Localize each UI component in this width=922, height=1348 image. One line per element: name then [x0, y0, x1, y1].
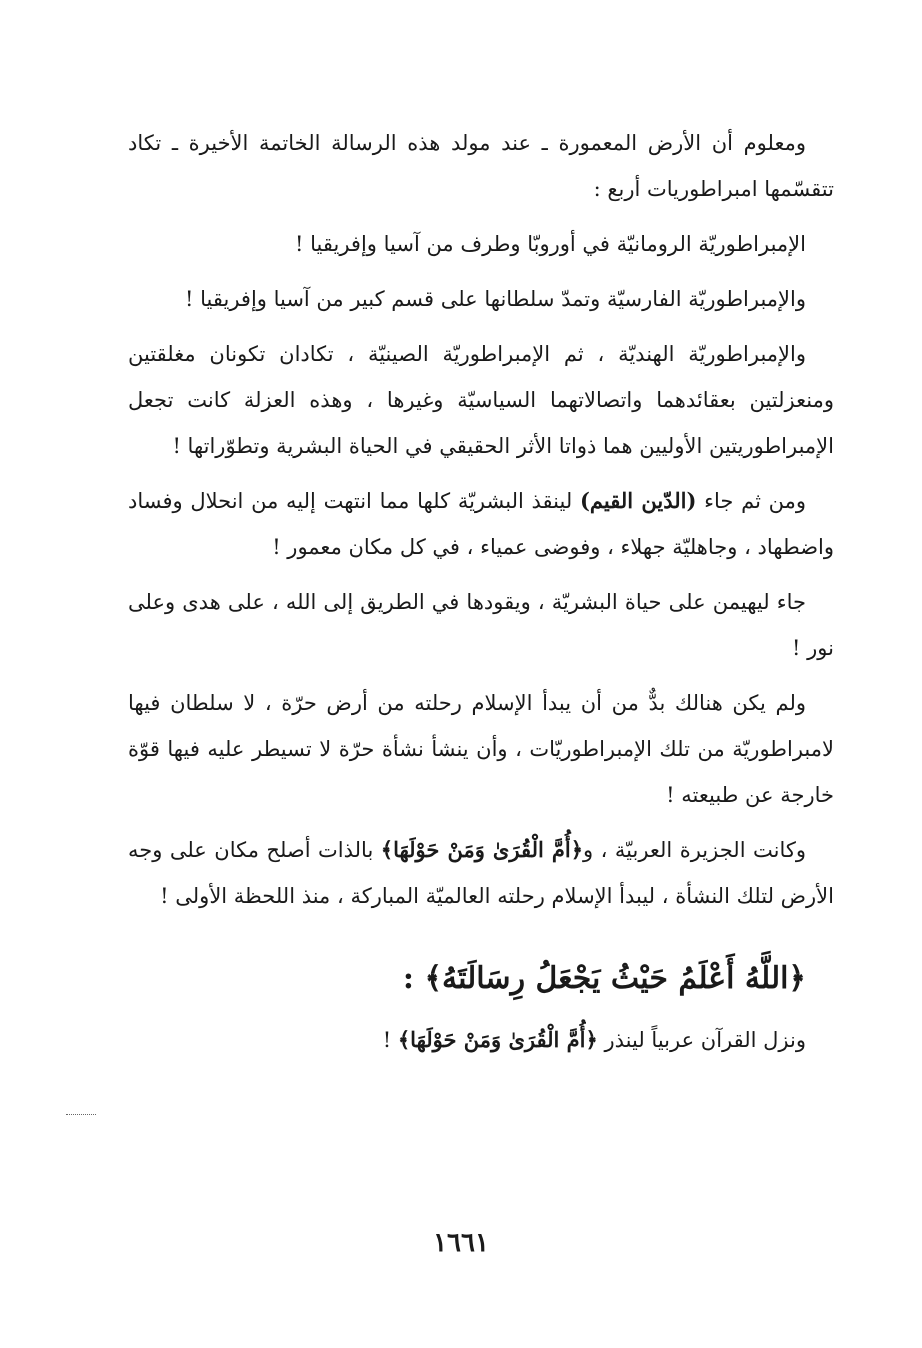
- paragraph-6: جاء ليهيمن على حياة البشريّة ، ويقودها في الطريق إلى الله ، على هدى وعلى نور !: [128, 590, 834, 660]
- verse-colon: :: [402, 961, 425, 996]
- paragraph-5-after: لينقذ البشريّة كلها مما انتهت إليه من انحلال وفساد واضطهاد ، وجاهليّة جهلاء ، وفوضى عمياء ، في كل مكان معمور !: [128, 489, 834, 559]
- paragraph-8-after: بالذات أصلح مكان على وجه الأرض لتلك النشأة ، ليبدأ الإسلام رحلته العالميّة المباركة ، منذ اللحظة الأولى !: [128, 838, 834, 908]
- closing-line-before: ونزل القرآن عربياً لينذر: [597, 1028, 806, 1052]
- paragraph-4: والإمبراطوريّة الهنديّة ، ثم الإمبراطوريّة الصينيّة ، تكادان تكونان مغلقتين ومنعزلتين بعقائدهما واتصالاتهما السياسيّة وغيرها ، وهذه العزلة كانت تجعل الإمبراطوريتين الأوليين هما ذواتا الأثر الحقيقي في الحياة البشرية وتطوّراتها !: [128, 342, 834, 458]
- closing-line: [128, 1017, 834, 1063]
- din-qayyim-phrase: (الدّين القيم): [579, 488, 697, 513]
- quran-verse-quote: [128, 949, 834, 1009]
- margin-dotted-mark: [66, 1114, 96, 1115]
- paragraph-1: ومعلوم أن الأرض المعمورة ـ عند مولد هذه الرسالة الخاتمة الأخيرة ـ تكاد تتقسّمها امبراطوريات أربع :: [128, 131, 834, 201]
- paragraph-7: ولم يكن هنالك بدٌّ من أن يبدأ الإسلام رحلته من أرض حرّة ، لا سلطان فيها لامبراطوريّة من تلك الإمبراطوريّات ، وأن ينشأ نشأة حرّة لا تسيطر عليه فيها قوّة خارجة عن طبيعته !: [128, 691, 834, 807]
- closing-line-after: !: [382, 1028, 398, 1052]
- page-number: ١٦٦١: [433, 1228, 489, 1258]
- closing-verse: ﴿أُمَّ الْقُرَىٰ وَمَنْ حَوْلَهَا﴾: [397, 1027, 598, 1052]
- paragraph-5-before: ومن ثم جاء: [696, 489, 806, 513]
- paragraph-8-before: وكانت الجزيرة العربيّة ، و: [583, 838, 806, 862]
- paragraph-2: الإمبراطوريّة الرومانيّة في أوروبّا وطرف من آسيا وإفريقيا !: [295, 232, 806, 256]
- paragraph-8: [128, 827, 834, 919]
- paragraph-5: [128, 478, 834, 570]
- umm-alqura-verse: ﴿أُمَّ الْقُرَىٰ وَمَنْ حَوْلَهَا﴾: [380, 837, 584, 862]
- paragraph-3: والإمبراطوريّة الفارسيّة وتمدّ سلطانها على قسم كبير من آسيا وإفريقيا !: [185, 287, 806, 311]
- verse-text: ﴿اللَّهُ أَعْلَمُ حَيْثُ يَجْعَلُ رِسَالَتَهُ﴾: [424, 961, 806, 996]
